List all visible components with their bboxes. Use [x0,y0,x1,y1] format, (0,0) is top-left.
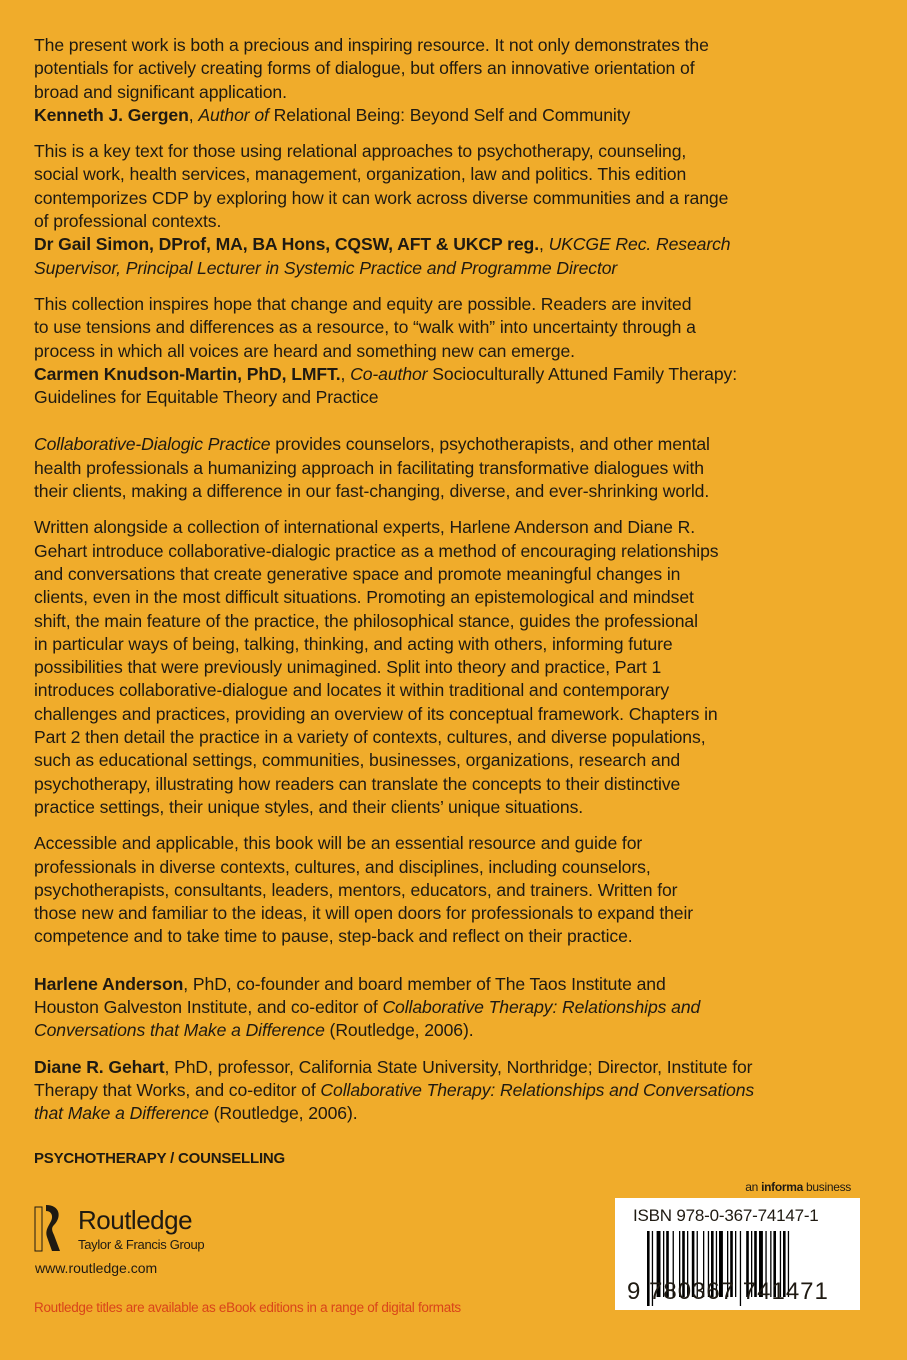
italic-text: UKCGE Rec. Research Supervisor, Principal Lecturer in Systemic Practice and Programme Director [34,234,731,278]
text: , PhD, professor, California State University, Northridge; Director, Institute for Therapy that Works, and co-editor of [34,1056,753,1100]
publisher-name: Routledge [78,1205,193,1235]
text: , [188,104,199,125]
informa-prefix: an [745,1180,762,1194]
italic-text: Collaborative Therapy: Relationships and Conversations that Make a Difference [34,996,701,1041]
author-name: Diane R. Gehart [34,1056,165,1077]
paragraph [34,832,884,948]
text: provides counselors, psychotherapists, and other mental health professionals a humanizing approach in facilitating transformative dialogues with their clients, making a difference in our fast-changing, diverse, and ever-shrinking world. [34,434,710,502]
paragraph [34,516,884,819]
paragraph [34,140,884,280]
text: , PhD, co-founder and board member of The Taos Institute and Houston Galveston Institute, and co-editor of [34,973,666,1017]
isbn-label: ISBN 978-0-367-74147-1 [633,1206,819,1225]
informa-tagline [745,1180,851,1194]
italic-text: Author of [198,104,274,125]
routledge-r-icon [34,1203,64,1253]
routledge-logo [34,1203,234,1253]
italic-text: Co-author [350,363,433,384]
author-name: Kenneth J. Gergen [34,104,189,125]
text: Written alongside a collection of international experts, Harlene Anderson and Diane R. Gehart introduce collaborative-dialogic practice as a method of encouraging relationships and conversations that create generative space and promote meaningful changes in clients, even in the most difficult situations. Promoting an epistemological and mindset shift, the main feature of the practice, the philosophical stance, guides the professional in particular ways of being, talking, thinking, and acting with others, informing future possibilities that were previously unimagined. Split into theory and practice, Part 1 introduces collaborative-dialogue and locates it within traditional and contemporary challenges and practices, providing an overview of its conceptual framework. Chapters in Part 2 then detail the practice in a variety of contexts, cultures, and diverse populations, such as educational settings, communities, businesses, organizations, research and psychotherapy, illustrating how readers can translate the concepts to their distinctive practice settings, their unique styles, and their clients’ unique situations. [34,517,719,817]
text: (Routledge, 2006). [208,1103,358,1124]
ebook-note: Routledge titles are available as eBook editions in a range of digital formats [34,1300,461,1315]
informa-suffix: business [803,1180,851,1194]
publisher-group: Taylor & Francis Group [78,1237,205,1252]
paragraph [34,1056,884,1126]
italic-text: Collaborative-Dialogic Practice [34,434,271,455]
text: Relational Being: Beyond Self and Community [273,104,631,125]
author-name: Carmen Knudson-Martin, PhD, LMFT. [34,363,341,384]
paragraph [34,34,884,127]
publisher-website[interactable]: www.routledge.com [35,1260,158,1276]
text: This collection inspires hope that change and equity are possible. Readers are invited to use tensions and differences as a resource, to “walk with” into uncertainty through a process in which all voices are heard and something new can emerge. [34,293,696,361]
text: , [340,363,351,384]
text: , [538,234,549,255]
barcode [615,1198,860,1310]
subject-category: PSYCHOTHERAPY / COUNSELLING [34,1150,286,1167]
paragraph [34,293,884,409]
text: Socioculturally Attuned Family Therapy: Guidelines for Equitable Theory and Practice [34,363,738,408]
text: This is a key text for those using relational approaches to psychotherapy, counseling, social work, health services, management, organization, law and politics. This edition contemporizes CDP by exploring how it can work across diverse communities and a range of professional contexts. [34,141,729,232]
back-cover-text [34,34,884,1138]
author-name: Harlene Anderson [34,973,184,994]
paragraph [34,433,884,503]
barcode-digits: 9 780367 741471 [627,1278,829,1305]
italic-text: Collaborative Therapy: Relationships and Conversations that Make a Difference [34,1079,755,1124]
text: (Routledge, 2006). [324,1020,474,1041]
informa-brand: informa [761,1180,803,1194]
author-name: Dr Gail Simon, DProf, MA, BA Hons, CQSW, AFT & UKCP reg. [34,234,539,255]
text: The present work is both a precious and inspiring resource. It not only demonstrates the potentials for actively creating forms of dialogue, but offers an innovative orientation of broad and significant application. [34,35,709,102]
paragraph [34,973,884,1043]
text: Accessible and applicable, this book will be an essential resource and guide for professionals in diverse contexts, cultures, and disciplines, including counselors, psychotherapists, consultants, leaders, mentors, educators, and trainers. Written for those new and familiar to the ideas, it will open doors for professionals to expand their competence and to take time to pause, step-back and reflect on their practice. [34,833,694,947]
